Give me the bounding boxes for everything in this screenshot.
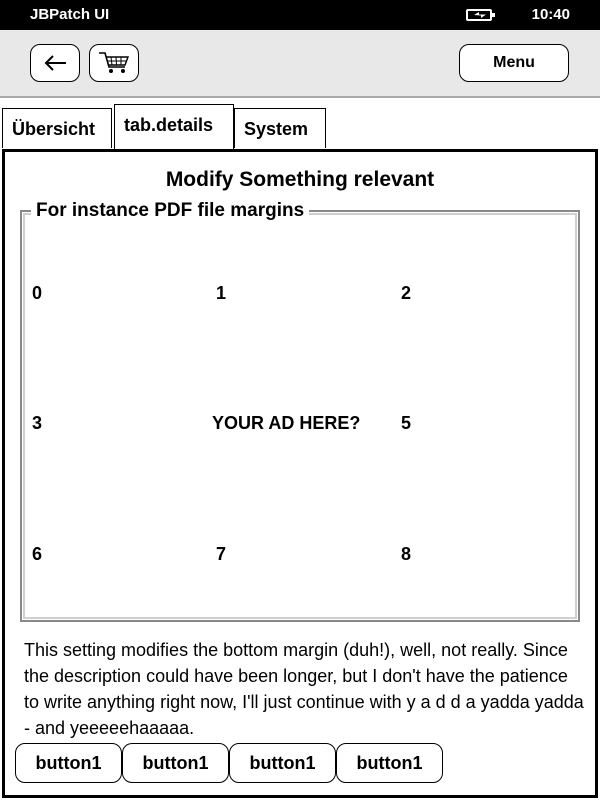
grid-cell-7[interactable]: 7 — [216, 544, 227, 564]
battery-charging-icon — [466, 9, 492, 21]
grid-cell-0[interactable]: 0 — [32, 283, 43, 303]
menu-button[interactable]: Menu — [459, 44, 569, 82]
tab-system[interactable]: System — [234, 108, 326, 148]
toolbar — [0, 30, 600, 98]
shopping-cart-icon — [97, 50, 131, 76]
tab-ubersicht[interactable]: Übersicht — [2, 108, 112, 148]
app-title: JBPatch UI — [30, 6, 110, 23]
grid-cell-2[interactable]: 2 — [401, 283, 412, 303]
group-title: For instance PDF file margins — [31, 200, 309, 222]
panel-title: Modify Something relevant — [165, 168, 435, 191]
clock: 10:40 — [531, 6, 570, 23]
grid-cell-8[interactable]: 8 — [401, 544, 412, 564]
tab-details[interactable]: tab.details — [114, 104, 234, 150]
grid-cell-3[interactable]: 3 — [32, 413, 43, 433]
grid-cell-5[interactable]: 5 — [401, 413, 412, 433]
button1-a[interactable]: button1 — [15, 743, 122, 783]
cart-button[interactable] — [89, 44, 139, 82]
back-button[interactable] — [30, 44, 80, 82]
grid-cell-ad[interactable]: YOUR AD HERE? — [212, 413, 361, 433]
grid-cell-1[interactable]: 1 — [216, 283, 227, 303]
button1-d[interactable]: button1 — [336, 743, 443, 783]
status-bar — [0, 0, 600, 30]
grid-cell-6[interactable]: 6 — [32, 544, 43, 564]
button1-b[interactable]: button1 — [122, 743, 229, 783]
arrow-left-icon — [42, 53, 68, 73]
setting-description: This setting modifies the bottom margin (duh!), well, not really. Since the description could have been longer, but I don't have the patience to write anything right now, I'll just continue with y a d d a yadda yadda - and yeeeeehaaaaa. — [24, 640, 584, 738]
button1-c[interactable]: button1 — [229, 743, 336, 783]
